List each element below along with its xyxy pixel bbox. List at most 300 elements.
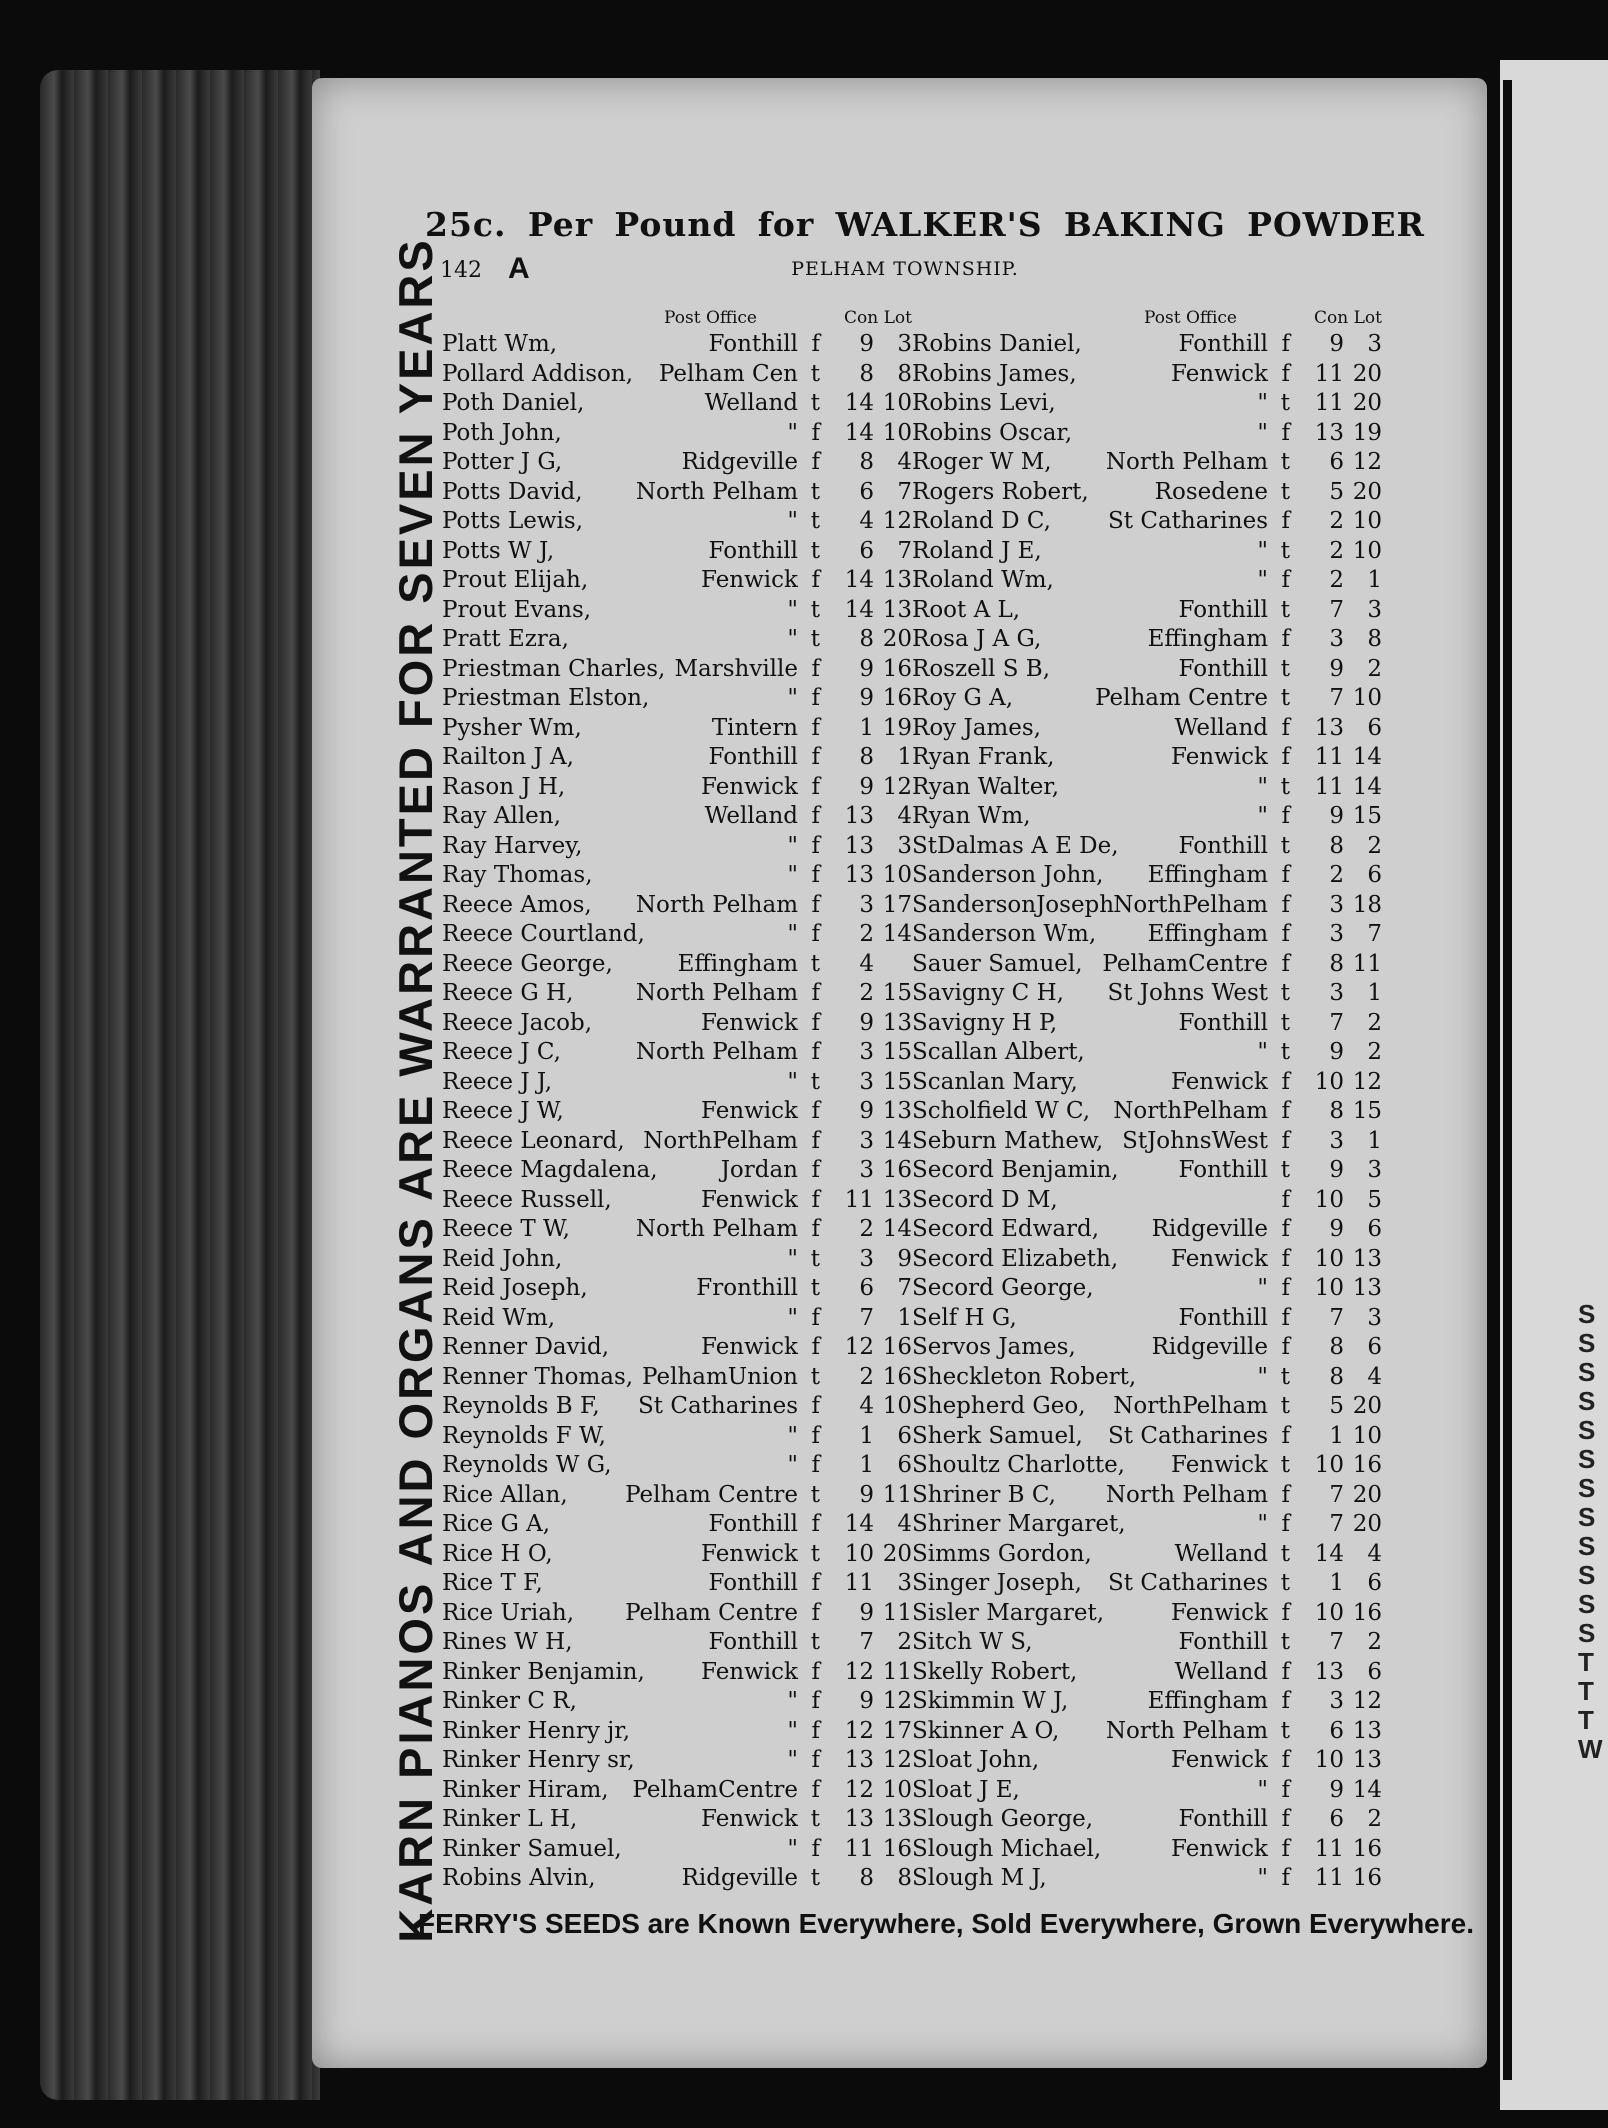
entry-lot: 20 (1352, 1511, 1382, 1537)
directory-entry (912, 979, 1382, 1009)
entry-con: 2 (859, 1363, 874, 1390)
entry-con: 3 (1329, 891, 1344, 918)
banner-word: for (757, 205, 815, 244)
entry-lot: 20 (1352, 390, 1382, 416)
entry-post-office: Welland (704, 390, 798, 416)
entry-con: 11 (1314, 390, 1344, 416)
directory-entry (912, 773, 1382, 803)
entry-name: Rinker Henry sr, (442, 1747, 635, 1773)
entry-type: t (1280, 449, 1290, 475)
entry-name: Reece Courtland, (442, 921, 645, 947)
entry-con: 14 (844, 1511, 874, 1537)
entry-post-office: " (787, 1068, 798, 1095)
entry-type: t (1280, 655, 1290, 682)
directory-entry (912, 1864, 1382, 1894)
entry-name: Robins Oscar, (912, 419, 1073, 446)
entry-lot: 1 (1367, 1127, 1382, 1154)
entry-con: 9 (1329, 803, 1344, 829)
entry-post-office: St Johns West (1107, 980, 1268, 1006)
entry-con: 7 (859, 1629, 874, 1655)
entry-post-office: Fenwick (701, 1186, 798, 1213)
entry-lot: 10 (882, 390, 912, 416)
entry-type: t (810, 626, 820, 652)
directory-entry (442, 655, 912, 685)
entry-lot: 7 (897, 1275, 912, 1301)
directory-entry (442, 920, 912, 950)
entry-name: Reece Russell, (442, 1186, 612, 1213)
entry-con: 13 (844, 832, 874, 859)
entry-type: t (1280, 1570, 1290, 1596)
entry-con: 14 (844, 596, 874, 623)
entry-con: 1 (1329, 1570, 1344, 1596)
entry-lot: 9 (897, 1245, 912, 1272)
entry-type: f (811, 803, 820, 829)
entry-type: f (1281, 1599, 1290, 1626)
entry-con: 5 (1329, 1393, 1344, 1419)
directory-entry (442, 1245, 912, 1275)
directory-entry (912, 507, 1382, 537)
page-header (440, 252, 1370, 288)
entry-type: t (810, 1245, 820, 1272)
entry-type: t (810, 1806, 820, 1832)
entry-lot: 10 (882, 1776, 912, 1803)
entry-con: 9 (1329, 1157, 1344, 1183)
entry-type: f (811, 567, 820, 593)
entry-con: 3 (859, 1127, 874, 1154)
con-lot-header: Con Lot (1314, 308, 1382, 328)
entry-name: Ryan Wm, (912, 803, 1031, 829)
entry-post-office: Fonthill (1178, 596, 1268, 623)
right-column-header (912, 308, 1382, 330)
entry-lot: 17 (882, 1717, 912, 1744)
entry-post-office: Fenwick (701, 567, 798, 593)
entry-con: 7 (1329, 1511, 1344, 1537)
directory-entry (442, 596, 912, 626)
facing-page-letters (1578, 1300, 1608, 1764)
entry-lot: 11 (882, 1658, 912, 1685)
entry-post-office: Fenwick (701, 1658, 798, 1685)
entry-post-office: Pelham Centre (625, 1481, 798, 1508)
entry-type: t (810, 1865, 820, 1891)
entry-lot: 4 (1367, 1363, 1382, 1390)
entry-con: 8 (1329, 950, 1344, 977)
directory-entry (442, 360, 912, 390)
entry-con: 2 (859, 980, 874, 1006)
directory-entry (912, 891, 1382, 921)
entry-con: 3 (859, 1068, 874, 1095)
entry-con: 14 (844, 419, 874, 446)
entry-post-office: Fenwick (1171, 1452, 1268, 1478)
entry-lot: 2 (1367, 655, 1382, 682)
directory-entry (912, 1009, 1382, 1039)
entry-post-office: Fonthill (708, 537, 798, 564)
facing-page-letter: S (1578, 1618, 1596, 1648)
entry-type: f (1281, 1688, 1290, 1714)
entry-con: 12 (844, 1334, 874, 1360)
entry-con: 1 (859, 714, 874, 741)
entry-post-office: Fonthill (708, 1570, 798, 1596)
entry-con: 8 (859, 744, 874, 770)
entry-con: 11 (844, 1835, 874, 1862)
entry-name: Secord Edward, (912, 1216, 1100, 1242)
entry-name: Sisler Margaret, (912, 1599, 1105, 1626)
directory-entry (442, 566, 912, 596)
entry-name: Rinker Hiram, (442, 1776, 609, 1803)
entry-con: 1 (1329, 1422, 1344, 1449)
directory-entry (442, 625, 912, 655)
entry-post-office: Welland (1174, 1658, 1268, 1685)
entry-lot: 20 (882, 626, 912, 652)
entry-post-office: " (1257, 773, 1268, 800)
entry-con: 1 (859, 1452, 874, 1478)
entry-type: f (1281, 1481, 1290, 1508)
entry-name: Rason J H, (442, 773, 566, 800)
entry-type: f (811, 1157, 820, 1183)
entry-name: StDalmas A E De, (912, 832, 1119, 859)
entry-name: Shoultz Charlotte, (912, 1452, 1125, 1478)
entry-post-office: Fonthill (708, 1629, 798, 1655)
directory-entry (912, 1363, 1382, 1393)
entry-lot: 10 (1352, 537, 1382, 564)
directory-entry (912, 360, 1382, 390)
entry-type: t (1280, 537, 1290, 564)
entry-type: f (1281, 744, 1290, 770)
entry-name: Sanderson John, (912, 862, 1104, 888)
entry-type: t (810, 390, 820, 416)
entry-type: f (1281, 1275, 1290, 1301)
entry-lot: 8 (1367, 626, 1382, 652)
entry-lot: 16 (882, 685, 912, 711)
entry-post-office: Effingham (677, 950, 798, 977)
entry-lot: 3 (897, 832, 912, 859)
entry-name: Savigny H P, (912, 1009, 1058, 1036)
entry-type: t (1280, 1452, 1290, 1478)
entry-post-office: Ridgeville (1151, 1334, 1268, 1360)
entry-type: f (811, 832, 820, 859)
directory-entry (442, 743, 912, 773)
entry-con: 6 (1329, 449, 1344, 475)
entry-post-office: Fonthill (1178, 1157, 1268, 1183)
entry-con: 10 (844, 1540, 874, 1567)
entry-post-office: " (1257, 1776, 1268, 1803)
entry-lot: 20 (1352, 1481, 1382, 1508)
entry-con: 11 (1314, 1835, 1344, 1862)
entry-post-office: St Catharines (1108, 508, 1268, 534)
entry-name: Reece J C, (442, 1039, 561, 1065)
directory-entry (442, 448, 912, 478)
entry-type: t (810, 478, 820, 505)
entry-con: 9 (859, 331, 874, 357)
entry-lot: 14 (1352, 1776, 1382, 1803)
directory-entry (912, 537, 1382, 567)
entry-lot: 13 (1352, 1717, 1382, 1744)
entry-post-office: Pelham Centre (625, 1599, 798, 1626)
facing-page-letter: S (1578, 1502, 1596, 1532)
entry-post-office: Fenwick (701, 1540, 798, 1567)
directory-entry (442, 1451, 912, 1481)
entry-name: Renner Thomas, (442, 1363, 634, 1390)
entry-post-office: PelhamCentre (632, 1776, 798, 1803)
entry-lot: 13 (882, 596, 912, 623)
entry-con: 10 (1314, 1275, 1344, 1301)
directory-entry (442, 1038, 912, 1068)
entry-con: 10 (1314, 1186, 1344, 1213)
entry-post-office: Rosedene (1154, 478, 1268, 505)
entry-lot: 3 (897, 1570, 912, 1596)
entry-con: 11 (1314, 744, 1344, 770)
entry-lot: 3 (1367, 1304, 1382, 1331)
entry-lot: 20 (882, 1540, 912, 1567)
directory-entry (442, 1510, 912, 1540)
entry-type: f (1281, 1865, 1290, 1891)
directory-entry (912, 1215, 1382, 1245)
entry-name: Pysher Wm, (442, 714, 582, 741)
entry-type: t (810, 1363, 820, 1390)
entry-type: t (1280, 1393, 1290, 1419)
entry-lot: 16 (882, 1363, 912, 1390)
entry-type: t (1280, 1363, 1290, 1390)
entry-name: Reece Leonard, (442, 1127, 625, 1154)
entry-name: Shriner B C, (912, 1481, 1056, 1508)
entry-type: f (1281, 419, 1290, 446)
entry-name: Potts Lewis, (442, 508, 584, 534)
entry-type: f (811, 1098, 820, 1124)
directory-entry (912, 1127, 1382, 1157)
directory-entry (912, 1304, 1382, 1334)
directory-entry (912, 478, 1382, 508)
entry-post-office: Fenwick (1171, 360, 1268, 387)
entry-post-office: North Pelham (635, 478, 798, 505)
baking-powder-banner (425, 205, 1425, 244)
entry-con: 2 (1329, 537, 1344, 564)
directory-entry (442, 330, 912, 360)
entry-name: Rice Allan, (442, 1481, 568, 1508)
entry-name: Rinker L H, (442, 1806, 578, 1832)
entry-post-office: Fonthill (1178, 1009, 1268, 1036)
directory-entry (442, 1864, 912, 1894)
entry-name: Robins Daniel, (912, 331, 1082, 357)
facing-page-letter: S (1578, 1328, 1596, 1358)
directory-entry (912, 832, 1382, 862)
entry-con: 3 (859, 1157, 874, 1183)
entry-post-office: Tintern (711, 714, 798, 741)
left-entry-list (442, 330, 912, 1894)
entry-type: f (811, 1127, 820, 1154)
facing-page-letter: S (1578, 1531, 1596, 1561)
entry-con: 8 (859, 449, 874, 475)
entry-post-office: " (1257, 803, 1268, 829)
entry-name: Prout Elijah, (442, 567, 589, 593)
entry-type: f (1281, 1776, 1290, 1803)
entry-type: f (1281, 360, 1290, 387)
entry-type: f (811, 1452, 820, 1478)
entry-type: f (811, 744, 820, 770)
entry-con: 11 (1314, 773, 1344, 800)
entry-post-office: Fenwick (1171, 1068, 1268, 1095)
entry-type: f (811, 1186, 820, 1213)
entry-type: t (810, 1629, 820, 1655)
directory-entry (912, 1422, 1382, 1452)
entry-lot: 15 (882, 980, 912, 1006)
entry-post-office: " (787, 832, 798, 859)
directory-entry (912, 802, 1382, 832)
directory-entry (442, 684, 912, 714)
entry-lot: 14 (1352, 773, 1382, 800)
directory-entry (442, 1097, 912, 1127)
directory-entry (442, 891, 912, 921)
directory-entry (912, 389, 1382, 419)
entry-type: f (1281, 567, 1290, 593)
banner-word: WALKER'S (835, 205, 1043, 244)
entry-name: Sherk Samuel, (912, 1422, 1083, 1449)
entry-post-office: Fonthill (708, 331, 798, 357)
entry-lot: 16 (1352, 1865, 1382, 1891)
entry-post-office: Fenwick (701, 1009, 798, 1036)
entry-con: 7 (1329, 1629, 1344, 1655)
directory-entry (912, 714, 1382, 744)
entry-name: Roy James, (912, 714, 1041, 741)
entry-lot: 10 (882, 1393, 912, 1419)
directory-entry (442, 1599, 912, 1629)
directory-entry (912, 1628, 1382, 1658)
entry-type: f (1281, 1334, 1290, 1360)
entry-post-office: " (1257, 1511, 1268, 1537)
facing-page-letter: S (1578, 1299, 1596, 1329)
entry-con: 13 (1314, 714, 1344, 741)
facing-page-letter: S (1578, 1357, 1596, 1387)
entry-name: Reid John, (442, 1245, 563, 1272)
entry-post-office: North Pelham (1105, 449, 1268, 475)
entry-type: t (810, 596, 820, 623)
entry-type: f (1281, 921, 1290, 947)
entry-type: t (1280, 1009, 1290, 1036)
entry-lot: 6 (1367, 862, 1382, 888)
entry-post-office: North Pelham (635, 980, 798, 1006)
directory-entry (912, 743, 1382, 773)
entry-name: Reece Amos, (442, 891, 592, 918)
entry-type: f (811, 1717, 820, 1744)
entry-lot: 14 (882, 1127, 912, 1154)
directory-entry (442, 773, 912, 803)
entry-name: Rice H O, (442, 1540, 553, 1567)
directory-entry (912, 1097, 1382, 1127)
entry-post-office: Fonthill (1178, 832, 1268, 859)
directory-entry (912, 625, 1382, 655)
entry-lot: 4 (1367, 1540, 1382, 1567)
entry-name: Rinker Benjamin, (442, 1658, 645, 1685)
entry-type: t (810, 1275, 820, 1301)
entry-name: Secord Elizabeth, (912, 1245, 1119, 1272)
entry-con: 3 (1329, 626, 1344, 652)
entry-lot: 6 (1367, 1334, 1382, 1360)
entry-con: 10 (1314, 1747, 1344, 1773)
entry-con: 3 (859, 1039, 874, 1065)
entry-con: 6 (859, 537, 874, 564)
entry-type: f (811, 419, 820, 446)
entry-con: 10 (1314, 1599, 1344, 1626)
entry-post-office: NorthPelham (1113, 1393, 1268, 1419)
entry-lot: 10 (1352, 508, 1382, 534)
entry-con: 12 (844, 1717, 874, 1744)
entry-post-office: " (1257, 1039, 1268, 1065)
entry-post-office: " (787, 508, 798, 534)
entry-type: f (811, 1334, 820, 1360)
entry-name: Singer Joseph, (912, 1570, 1082, 1596)
entry-con: 4 (859, 508, 874, 534)
entry-con: 8 (859, 1865, 874, 1891)
entry-name: Reece J J, (442, 1068, 553, 1095)
entry-type: t (1280, 390, 1290, 416)
banner-word: POWDER (1247, 205, 1425, 244)
entry-name: Roy G A, (912, 685, 1014, 711)
entry-type: f (811, 1599, 820, 1626)
entry-post-office: " (787, 921, 798, 947)
entry-name: Priestman Elston, (442, 685, 650, 711)
entry-con: 14 (844, 567, 874, 593)
entry-post-office: Effingham (1147, 921, 1268, 947)
directory-entry (912, 1156, 1382, 1186)
entry-lot: 16 (1352, 1835, 1382, 1862)
entry-name: Simms Gordon, (912, 1540, 1092, 1567)
entry-name: Potts W J, (442, 537, 555, 564)
entry-type: f (1281, 1098, 1290, 1124)
entry-lot: 6 (1367, 1570, 1382, 1596)
right-entry-list (912, 330, 1382, 1894)
entry-type: f (811, 1009, 820, 1036)
entry-con: 8 (859, 626, 874, 652)
entry-lot: 12 (1352, 449, 1382, 475)
post-office-header: Post Office (1144, 308, 1237, 328)
entry-lot: 1 (897, 1304, 912, 1331)
directory-entry (912, 1245, 1382, 1275)
entry-type: t (810, 537, 820, 564)
entry-post-office: Fenwick (1171, 1747, 1268, 1773)
entry-con: 12 (844, 1776, 874, 1803)
entry-con: 9 (859, 685, 874, 711)
entry-con: 7 (859, 1304, 874, 1331)
entry-post-office: " (787, 1245, 798, 1272)
entry-lot: 16 (882, 1334, 912, 1360)
entry-type: t (810, 508, 820, 534)
entry-post-office: " (787, 626, 798, 652)
directory-entry (912, 684, 1382, 714)
entry-post-office: PelhamUnion (642, 1363, 798, 1390)
entry-type: f (1281, 803, 1290, 829)
entry-type: f (811, 1570, 820, 1596)
handwritten-mark: A (508, 252, 530, 285)
entry-post-office: NorthPelham (643, 1127, 798, 1154)
entry-lot: 4 (897, 449, 912, 475)
entry-lot: 7 (1367, 921, 1382, 947)
entry-type: f (1281, 714, 1290, 741)
entry-post-office: Ridgeville (681, 1865, 798, 1891)
entry-con: 9 (1329, 655, 1344, 682)
post-office-header: Post Office (664, 308, 757, 328)
directory-entry (442, 389, 912, 419)
entry-post-office: Welland (1174, 714, 1268, 741)
entry-name: Reynolds B F, (442, 1393, 600, 1419)
entry-name: Priestman Charles, (442, 655, 666, 682)
directory-entry (442, 1569, 912, 1599)
entry-con: 2 (1329, 508, 1344, 534)
entry-type: f (811, 1422, 820, 1449)
entry-post-office: Fenwick (701, 773, 798, 800)
entry-name: Root A L, (912, 596, 1021, 623)
entry-con: 7 (1329, 1009, 1344, 1036)
entry-name: Sloat John, (912, 1747, 1040, 1773)
directory-entry (912, 1776, 1382, 1806)
directory-entry (912, 1687, 1382, 1717)
